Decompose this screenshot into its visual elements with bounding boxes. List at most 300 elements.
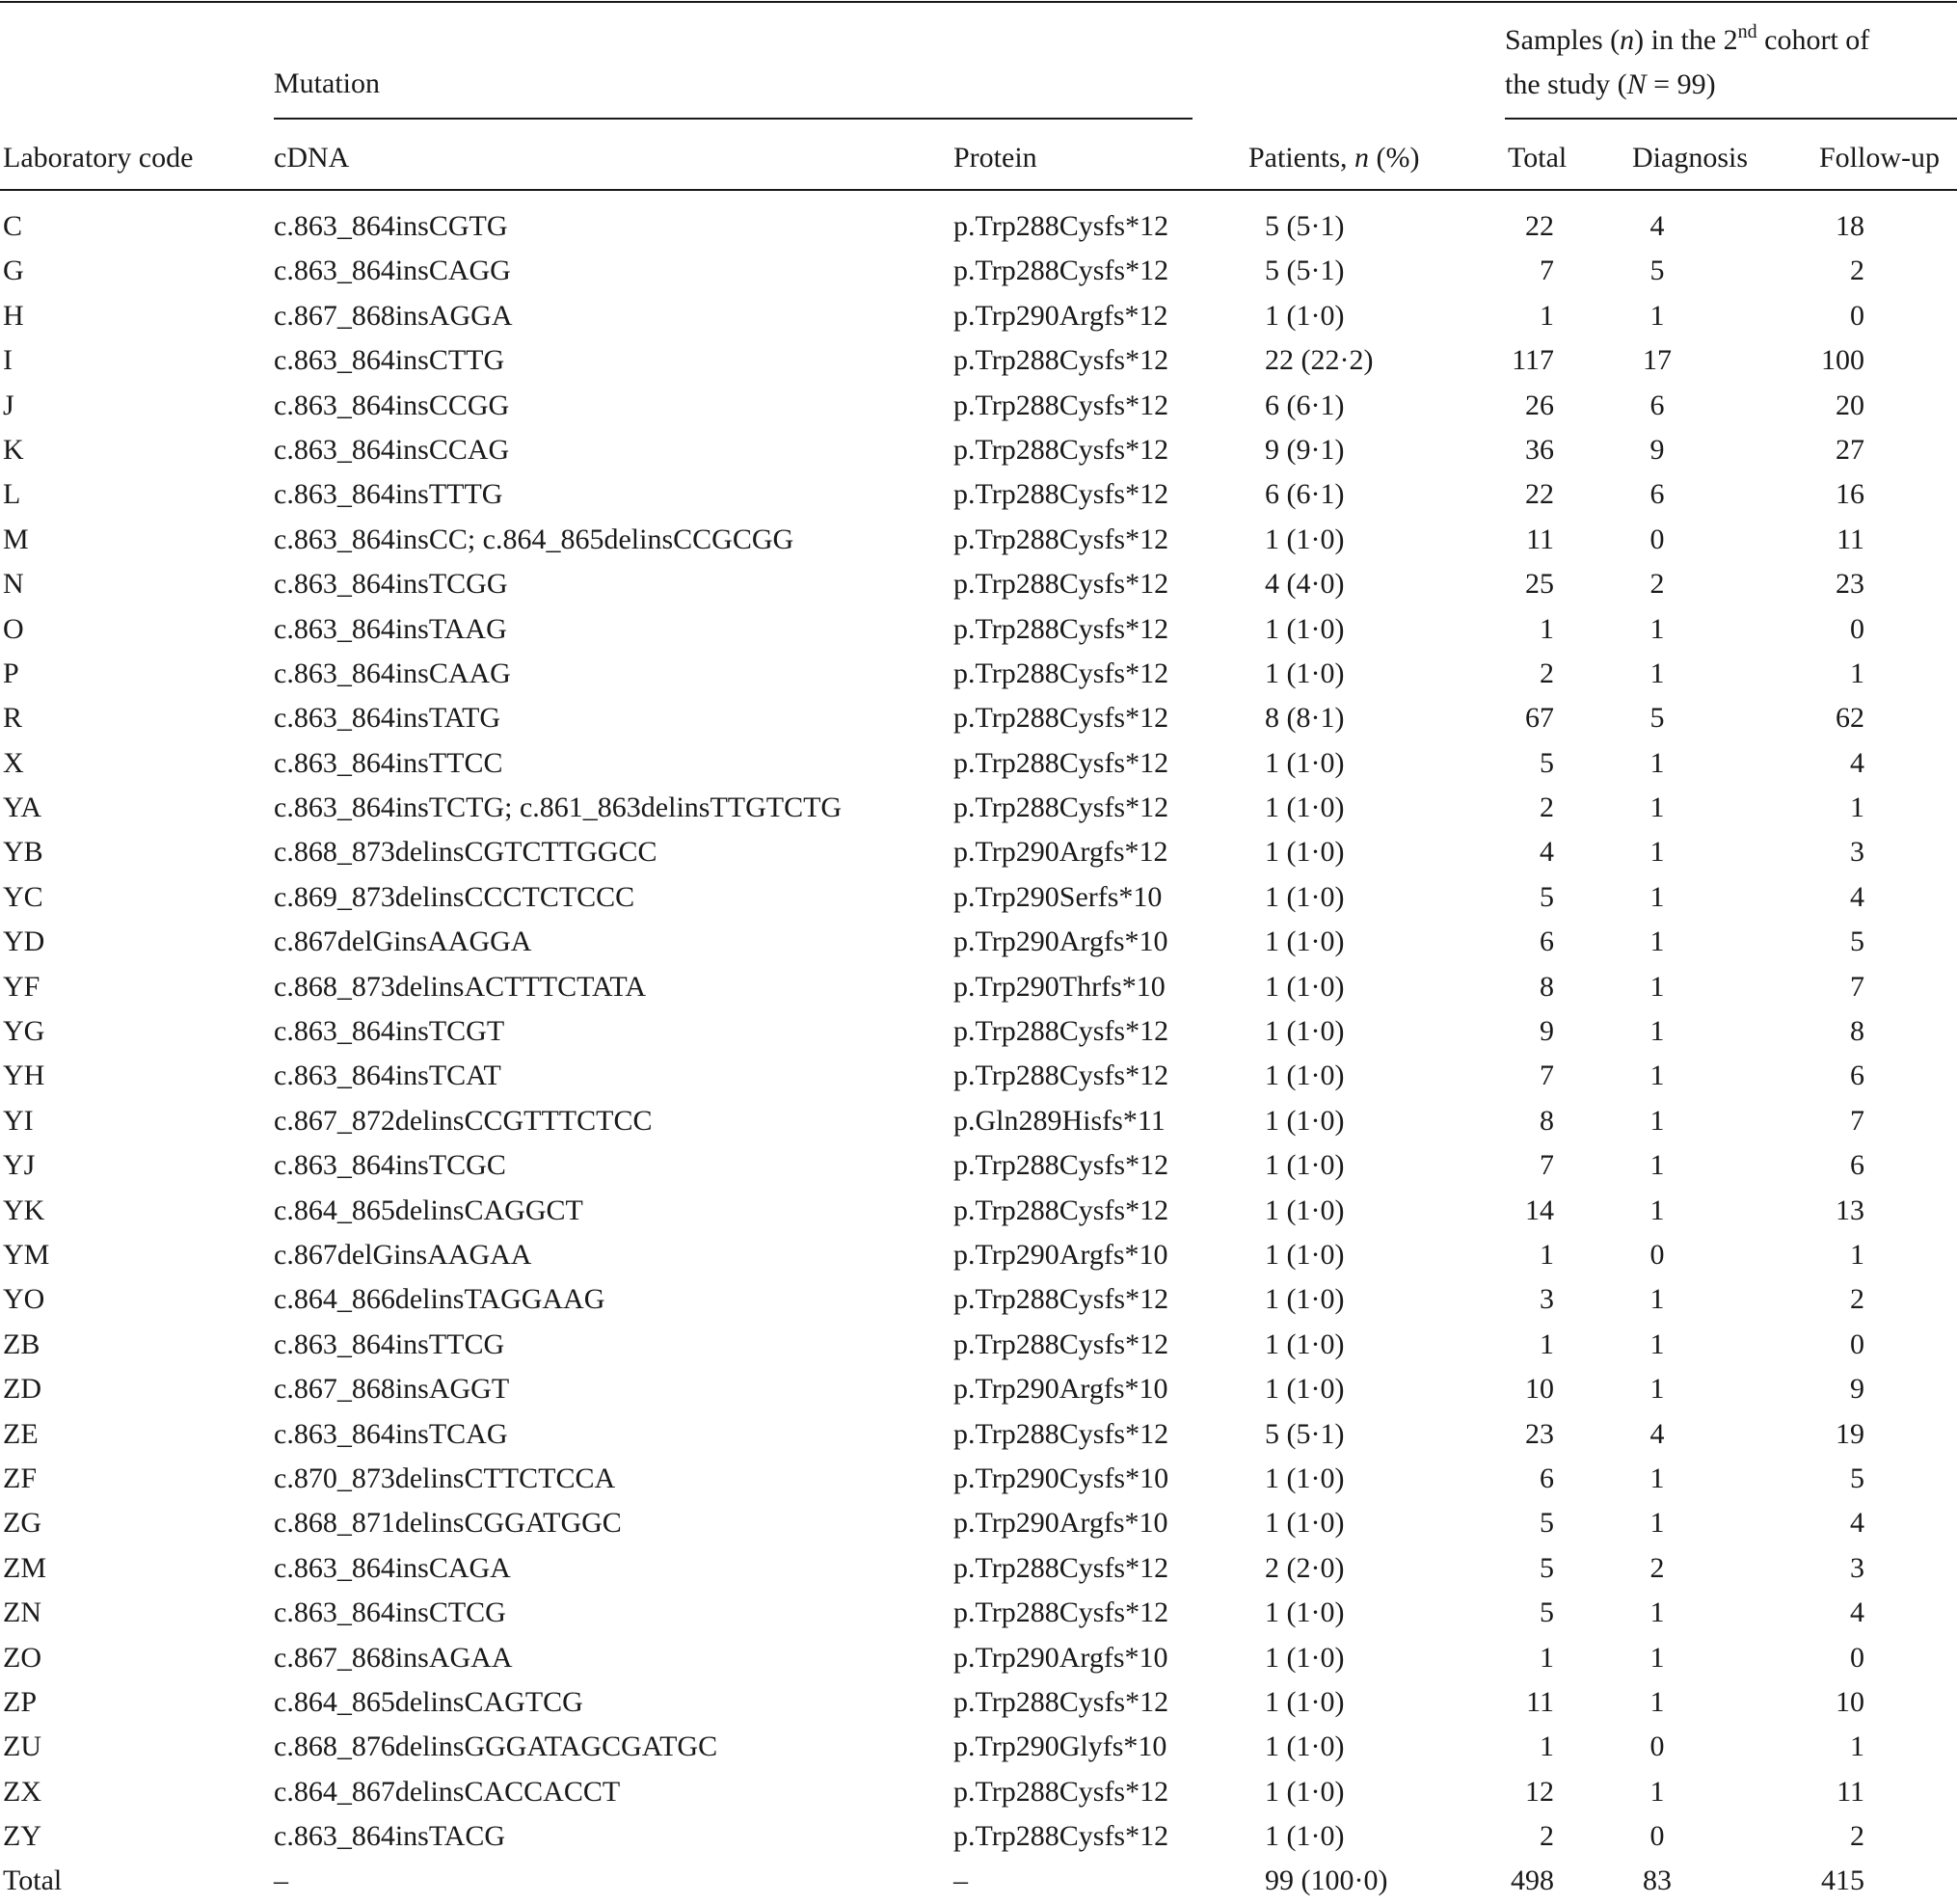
- table-row: [0, 786, 1957, 830]
- cell-laboratory-code: ZO: [3, 1641, 41, 1674]
- cell-cdna: c.868_873delinsACTTTCTATA: [274, 970, 646, 1003]
- table-body: [0, 204, 1957, 1904]
- cell-diagnosis-value: 0: [1649, 1730, 1665, 1763]
- cell-total: 5: [1540, 746, 1554, 779]
- cell-laboratory-code: ZF: [3, 1462, 38, 1494]
- cell-laboratory-code: ZY: [3, 1820, 41, 1853]
- cell-follow-up: 9: [1850, 1373, 1864, 1406]
- cell-cdna: c.869_873delinsCCCTCTCCC: [274, 880, 635, 913]
- table-row: [0, 294, 1957, 338]
- cell-patients: 5 (5·1): [1265, 255, 1345, 287]
- cell-follow-up: 4: [1850, 1507, 1864, 1540]
- header-samples-line2: [1505, 64, 1716, 106]
- cell-protein: p.Trp288Cysfs*12: [953, 523, 1169, 555]
- cell-laboratory-code: ZB: [3, 1327, 40, 1360]
- table-row: [0, 1725, 1957, 1769]
- cell-patients: 1 (1·0): [1265, 1059, 1345, 1092]
- cell-diagnosis-value: 1: [1649, 925, 1665, 958]
- cell-diagnosis-value: 17: [1643, 344, 1672, 377]
- cell-laboratory-code: L: [3, 478, 21, 511]
- cell-cdna: c.867_868insAGGT: [274, 1373, 510, 1406]
- cell-patients: 1 (1·0): [1265, 1283, 1345, 1316]
- patients-text-a: Patients,: [1248, 142, 1354, 174]
- cell-total: 7: [1540, 1059, 1554, 1092]
- cell-total: 1: [1540, 299, 1554, 332]
- table-row: [0, 518, 1957, 562]
- cell-diagnosis-value: 9: [1649, 433, 1665, 466]
- patients-text-b: (%): [1369, 142, 1420, 174]
- cell-follow-up: 23: [1836, 568, 1864, 601]
- table-row: [0, 607, 1957, 652]
- cell-protein: p.Trp290Glyfs*10: [953, 1730, 1167, 1763]
- cell-cdna: c.863_864insTCTG; c.861_863delinsTTGTCTG: [274, 791, 843, 824]
- cell-laboratory-code: YF: [3, 970, 40, 1003]
- cell-follow-up: 10: [1836, 1685, 1864, 1718]
- cell-diagnosis-value: 1: [1649, 970, 1665, 1003]
- table-top-rule: [0, 1, 1957, 3]
- cell-protein: –: [953, 1864, 968, 1897]
- cell-total: 14: [1525, 1193, 1554, 1226]
- cell-patients: 1 (1·0): [1265, 1015, 1345, 1048]
- cell-diagnosis-value: 0: [1649, 523, 1665, 555]
- cell-follow-up: 8: [1850, 1015, 1864, 1048]
- header-mutation: Mutation: [274, 67, 380, 99]
- cell-cdna: c.863_864insTTCC: [274, 746, 503, 779]
- cell-protein: p.Trp290Thrfs*10: [953, 970, 1166, 1003]
- cell-patients: 1 (1·0): [1265, 1149, 1345, 1182]
- cell-total: 2: [1540, 1820, 1554, 1853]
- cell-laboratory-code: ZP: [3, 1685, 38, 1718]
- samples-text-e: = 99): [1646, 68, 1716, 100]
- cell-laboratory-code: YG: [3, 1015, 45, 1048]
- cell-total: 1: [1540, 1641, 1554, 1674]
- cell-laboratory-code: N: [3, 568, 24, 601]
- table-row: [0, 1143, 1957, 1188]
- cell-total: 5: [1540, 1596, 1554, 1629]
- cell-follow-up: 100: [1821, 344, 1864, 377]
- cell-diagnosis-value: 1: [1649, 1507, 1665, 1540]
- cell-total: 11: [1526, 523, 1554, 555]
- header-bottom-rule: [0, 189, 1957, 191]
- cell-laboratory-code: M: [3, 523, 29, 555]
- cell-diagnosis-value: 1: [1649, 1283, 1665, 1316]
- cell-protein: p.Trp288Cysfs*12: [953, 568, 1169, 601]
- cell-diagnosis-value: 4: [1649, 1417, 1665, 1450]
- cell-follow-up: 4: [1850, 1596, 1864, 1629]
- cell-patients: 8 (8·1): [1265, 702, 1345, 735]
- cell-diagnosis-value: 83: [1643, 1864, 1672, 1897]
- cell-cdna: c.863_864insTCAG: [274, 1417, 508, 1450]
- cell-diagnosis-value: 4: [1649, 210, 1665, 242]
- table-row: [0, 1814, 1957, 1859]
- cell-cdna: c.867_868insAGGA: [274, 299, 513, 332]
- table-row: [0, 204, 1957, 249]
- cell-follow-up: 11: [1836, 1775, 1864, 1808]
- cell-total: 1: [1540, 1730, 1554, 1763]
- cell-follow-up: 3: [1850, 836, 1864, 869]
- cell-laboratory-code: I: [3, 344, 13, 377]
- cell-follow-up: 11: [1836, 523, 1864, 555]
- cell-protein: p.Trp288Cysfs*12: [953, 791, 1169, 824]
- table-row: [0, 1680, 1957, 1725]
- cell-laboratory-code: H: [3, 299, 24, 332]
- cell-patients: 1 (1·0): [1265, 1730, 1345, 1763]
- cell-patients: 1 (1·0): [1265, 1820, 1345, 1853]
- cell-cdna: c.863_864insTCGG: [274, 568, 508, 601]
- cell-cdna: c.863_864insCAGG: [274, 255, 511, 287]
- cell-total: 12: [1525, 1775, 1554, 1808]
- cell-protein: p.Trp288Cysfs*12: [953, 1059, 1169, 1092]
- cell-cdna: c.863_864insTCGT: [274, 1015, 505, 1048]
- cell-total: 1: [1540, 1327, 1554, 1360]
- header-patients: [1248, 137, 1419, 179]
- cell-follow-up: 0: [1850, 1641, 1864, 1674]
- header-samples-line1: [1505, 19, 1869, 62]
- cell-total: 8: [1540, 970, 1554, 1003]
- cell-total: 2: [1540, 657, 1554, 689]
- cell-total: 5: [1540, 1551, 1554, 1584]
- cell-total: 7: [1540, 1149, 1554, 1182]
- table-row: [0, 1323, 1957, 1367]
- cell-cdna: c.863_864insCCAG: [274, 433, 510, 466]
- cell-cdna: c.868_871delinsCGGATGGC: [274, 1507, 622, 1540]
- cell-protein: p.Trp288Cysfs*12: [953, 1551, 1169, 1584]
- table-row: [0, 1233, 1957, 1277]
- cell-laboratory-code: ZU: [3, 1730, 41, 1763]
- header-cdna: cDNA: [274, 142, 350, 174]
- cell-cdna: c.867delGinsAAGGA: [274, 925, 532, 958]
- cell-patients: 1 (1·0): [1265, 299, 1345, 332]
- cell-protein: p.Trp288Cysfs*12: [953, 210, 1169, 242]
- cell-cdna: c.868_873delinsCGTCTTGGCC: [274, 836, 657, 869]
- cell-diagnosis-value: 1: [1649, 746, 1665, 779]
- cell-diagnosis-value: 5: [1649, 255, 1665, 287]
- cell-patients: 1 (1·0): [1265, 612, 1345, 645]
- cell-patients: 1 (1·0): [1265, 1373, 1345, 1406]
- cell-protein: p.Trp290Argfs*12: [953, 836, 1168, 869]
- table-row: [0, 384, 1957, 428]
- cell-protein: p.Trp288Cysfs*12: [953, 1596, 1169, 1629]
- cell-cdna: c.863_864insTATG: [274, 702, 501, 735]
- cell-cdna: c.863_864insTTTG: [274, 478, 503, 511]
- samples-N: N: [1626, 68, 1647, 100]
- table-row: [0, 1367, 1957, 1411]
- cell-follow-up: 5: [1850, 1462, 1864, 1494]
- cell-laboratory-code: G: [3, 255, 24, 287]
- cell-protein: p.Trp288Cysfs*12: [953, 1283, 1169, 1316]
- cell-total: 5: [1540, 880, 1554, 913]
- cell-laboratory-code: ZM: [3, 1551, 46, 1584]
- cell-follow-up: 13: [1836, 1193, 1864, 1226]
- header-laboratory-code: Laboratory code: [3, 142, 194, 174]
- cell-diagnosis-value: 2: [1649, 1551, 1665, 1584]
- cell-laboratory-code: K: [3, 433, 24, 466]
- cell-patients: 1 (1·0): [1265, 1641, 1345, 1674]
- cell-patients: 1 (1·0): [1265, 1775, 1345, 1808]
- table-row: [0, 1501, 1957, 1545]
- cell-follow-up: 2: [1850, 255, 1864, 287]
- cell-patients: 1 (1·0): [1265, 1327, 1345, 1360]
- cell-diagnosis-value: 5: [1649, 702, 1665, 735]
- cell-patients: 1 (1·0): [1265, 880, 1345, 913]
- table-row: [0, 1277, 1957, 1322]
- cell-patients: 2 (2·0): [1265, 1551, 1345, 1584]
- cell-follow-up: 4: [1850, 746, 1864, 779]
- cell-cdna: c.863_864insCC; c.864_865delinsCCGCGG: [274, 523, 794, 555]
- header-diagnosis: Diagnosis: [1632, 142, 1748, 174]
- cell-cdna: c.863_864insTCAT: [274, 1059, 501, 1092]
- cell-laboratory-code: YM: [3, 1238, 50, 1271]
- cell-protein: p.Trp288Cysfs*12: [953, 255, 1169, 287]
- table-row: [0, 338, 1957, 383]
- cell-follow-up: 7: [1850, 1104, 1864, 1137]
- cell-diagnosis-value: 1: [1649, 1462, 1665, 1494]
- table-row: [0, 1636, 1957, 1680]
- cell-protein: p.Trp288Cysfs*12: [953, 612, 1169, 645]
- cell-total: 1: [1540, 1238, 1554, 1271]
- cell-diagnosis-value: 1: [1649, 1059, 1665, 1092]
- cell-patients: 5 (5·1): [1265, 210, 1345, 242]
- cell-cdna: c.863_864insCAAG: [274, 657, 511, 689]
- cell-laboratory-code: YK: [3, 1193, 45, 1226]
- table-row: [0, 965, 1957, 1009]
- cell-total: 117: [1512, 344, 1554, 377]
- cell-patients: 22 (22·2): [1265, 344, 1374, 377]
- cell-protein: p.Trp288Cysfs*12: [953, 1417, 1169, 1450]
- cell-total: 498: [1511, 1864, 1554, 1897]
- samples-text-a: Samples (: [1505, 24, 1621, 56]
- cell-patients: 6 (6·1): [1265, 478, 1345, 511]
- cell-cdna: c.867_872delinsCCGTTTCTCC: [274, 1104, 653, 1137]
- cell-diagnosis-value: 1: [1649, 1193, 1665, 1226]
- table-row: [0, 1009, 1957, 1054]
- cell-total: 23: [1525, 1417, 1554, 1450]
- cell-diagnosis-value: 1: [1649, 1775, 1665, 1808]
- cell-protein: p.Trp290Cysfs*10: [953, 1462, 1169, 1494]
- table-row: [0, 696, 1957, 740]
- cell-laboratory-code: YH: [3, 1059, 45, 1092]
- cell-cdna: c.864_866delinsTAGGAAG: [274, 1283, 605, 1316]
- cell-cdna: c.864_867delinsCACCACCT: [274, 1775, 621, 1808]
- cell-cdna: c.870_873delinsCTTCTCCA: [274, 1462, 616, 1494]
- cell-protein: p.Trp290Argfs*10: [953, 1641, 1168, 1674]
- cell-total: 5: [1540, 1507, 1554, 1540]
- cell-diagnosis-value: 1: [1649, 657, 1665, 689]
- cell-patients: 1 (1·0): [1265, 1104, 1345, 1137]
- cell-protein: p.Trp288Cysfs*12: [953, 1820, 1169, 1853]
- cell-total: 26: [1525, 389, 1554, 421]
- cell-follow-up: 1: [1850, 657, 1864, 689]
- cell-cdna: c.863_864insTAAG: [274, 612, 507, 645]
- cell-diagnosis-value: 1: [1649, 791, 1665, 824]
- cell-protein: p.Trp288Cysfs*12: [953, 389, 1169, 421]
- cell-laboratory-code: YC: [3, 880, 43, 913]
- cell-patients: 6 (6·1): [1265, 389, 1345, 421]
- cell-cdna: c.863_864insCCGG: [274, 389, 510, 421]
- cell-protein: p.Trp288Cysfs*12: [953, 344, 1169, 377]
- cell-follow-up: 0: [1850, 299, 1864, 332]
- cell-protein: p.Trp290Argfs*12: [953, 299, 1168, 332]
- cell-diagnosis-value: 2: [1649, 568, 1665, 601]
- table-row: [0, 1412, 1957, 1457]
- cell-protein: p.Trp288Cysfs*12: [953, 433, 1169, 466]
- header-follow-up: Follow-up: [1819, 142, 1941, 174]
- cell-total: 67: [1525, 702, 1554, 735]
- cell-follow-up: 415: [1821, 1864, 1864, 1897]
- cell-follow-up: 2: [1850, 1820, 1864, 1853]
- cell-patients: 1 (1·0): [1265, 657, 1345, 689]
- cell-laboratory-code: YJ: [3, 1149, 36, 1182]
- cell-total: 22: [1525, 210, 1554, 242]
- cell-laboratory-code: C: [3, 210, 23, 242]
- cell-laboratory-code: YD: [3, 925, 45, 958]
- cell-patients: 5 (5·1): [1265, 1417, 1345, 1450]
- cell-follow-up: 62: [1836, 702, 1864, 735]
- cell-patients: 1 (1·0): [1265, 1685, 1345, 1718]
- cell-total: 7: [1540, 255, 1554, 287]
- cell-protein: p.Trp288Cysfs*12: [953, 1327, 1169, 1360]
- cell-follow-up: 0: [1850, 612, 1864, 645]
- cell-patients: 1 (1·0): [1265, 746, 1345, 779]
- table-row: [0, 1770, 1957, 1814]
- cell-cdna: c.863_864insCAGA: [274, 1551, 511, 1584]
- cell-follow-up: 0: [1850, 1327, 1864, 1360]
- cell-protein: p.Trp288Cysfs*12: [953, 702, 1169, 735]
- cell-patients: 1 (1·0): [1265, 1596, 1345, 1629]
- cell-protein: p.Gln289Hisfs*11: [953, 1104, 1166, 1137]
- table-row: [0, 652, 1957, 696]
- cell-diagnosis-value: 1: [1649, 612, 1665, 645]
- cell-cdna: c.864_865delinsCAGGCT: [274, 1193, 583, 1226]
- cell-diagnosis-value: 1: [1649, 299, 1665, 332]
- cell-diagnosis-value: 1: [1649, 880, 1665, 913]
- cell-diagnosis-value: 1: [1649, 1104, 1665, 1137]
- table-row: [0, 249, 1957, 293]
- table-row: [0, 1189, 1957, 1233]
- cell-follow-up: 27: [1836, 433, 1864, 466]
- header-protein: Protein: [953, 142, 1037, 174]
- cell-follow-up: 18: [1836, 210, 1864, 242]
- cell-protein: p.Trp290Argfs*10: [953, 925, 1168, 958]
- cell-diagnosis-value: 1: [1649, 1149, 1665, 1182]
- cell-diagnosis-value: 6: [1649, 478, 1665, 511]
- cell-cdna: c.863_864insTACG: [274, 1820, 506, 1853]
- cell-diagnosis-value: 1: [1649, 1596, 1665, 1629]
- cell-follow-up: 20: [1836, 389, 1864, 421]
- table-row: [0, 1546, 1957, 1591]
- table-row: [0, 1457, 1957, 1501]
- cell-diagnosis-value: 6: [1649, 389, 1665, 421]
- cell-diagnosis-value: 0: [1649, 1238, 1665, 1271]
- cell-cdna: –: [274, 1864, 288, 1897]
- header-total: Total: [1508, 142, 1568, 174]
- cell-patients: 1 (1·0): [1265, 1193, 1345, 1226]
- cell-protein: p.Trp288Cysfs*12: [953, 1775, 1169, 1808]
- cell-total: 4: [1540, 836, 1554, 869]
- cell-patients: 9 (9·1): [1265, 433, 1345, 466]
- cell-protein: p.Trp288Cysfs*12: [953, 1685, 1169, 1718]
- cell-cdna: c.867_868insAGAA: [274, 1641, 513, 1674]
- cell-diagnosis-value: 1: [1649, 1373, 1665, 1406]
- table-row: [0, 830, 1957, 874]
- cell-follow-up: 1: [1850, 791, 1864, 824]
- cell-follow-up: 6: [1850, 1149, 1864, 1182]
- cell-protein: p.Trp290Serfs*10: [953, 880, 1163, 913]
- cell-cdna: c.863_864insTTCG: [274, 1327, 505, 1360]
- cell-patients: 1 (1·0): [1265, 836, 1345, 869]
- cell-patients: 1 (1·0): [1265, 1507, 1345, 1540]
- cell-laboratory-code: Total: [3, 1864, 63, 1897]
- cell-follow-up: 1: [1850, 1730, 1864, 1763]
- cell-total: 6: [1540, 1462, 1554, 1494]
- cell-follow-up: 4: [1850, 880, 1864, 913]
- cell-total: 6: [1540, 925, 1554, 958]
- cell-cdna: c.863_864insCTCG: [274, 1596, 506, 1629]
- cell-protein: p.Trp288Cysfs*12: [953, 657, 1169, 689]
- cell-protein: p.Trp288Cysfs*12: [953, 1149, 1169, 1182]
- cell-total: 1: [1540, 612, 1554, 645]
- cell-follow-up: 6: [1850, 1059, 1864, 1092]
- cell-patients: 1 (1·0): [1265, 1462, 1345, 1494]
- cell-laboratory-code: R: [3, 702, 23, 735]
- cell-total: 9: [1540, 1015, 1554, 1048]
- cell-total: 36: [1525, 433, 1554, 466]
- samples-span-rule: [1505, 118, 1957, 120]
- table-row: [0, 1859, 1957, 1903]
- table-row: [0, 1054, 1957, 1098]
- samples-sup: nd: [1737, 21, 1757, 42]
- cell-follow-up: 1: [1850, 1238, 1864, 1271]
- cell-diagnosis-value: 1: [1649, 1685, 1665, 1718]
- cell-diagnosis-value: 1: [1649, 1327, 1665, 1360]
- table-row: [0, 428, 1957, 472]
- table-row: [0, 562, 1957, 606]
- table-row: [0, 875, 1957, 920]
- cell-laboratory-code: YI: [3, 1104, 34, 1137]
- cell-laboratory-code: YB: [3, 836, 43, 869]
- cell-diagnosis-value: 1: [1649, 836, 1665, 869]
- cell-laboratory-code: ZX: [3, 1775, 41, 1808]
- patients-n: n: [1354, 142, 1369, 174]
- cell-laboratory-code: ZN: [3, 1596, 41, 1629]
- cell-laboratory-code: J: [3, 389, 14, 421]
- samples-text-c: cohort of: [1756, 24, 1870, 56]
- cell-protein: p.Trp290Argfs*10: [953, 1238, 1168, 1271]
- cell-cdna: c.863_864insCTTG: [274, 344, 505, 377]
- cell-follow-up: 7: [1850, 970, 1864, 1003]
- cell-follow-up: 2: [1850, 1283, 1864, 1316]
- cell-follow-up: 19: [1836, 1417, 1864, 1450]
- cell-laboratory-code: P: [3, 657, 19, 689]
- cell-protein: p.Trp288Cysfs*12: [953, 1193, 1169, 1226]
- cell-protein: p.Trp288Cysfs*12: [953, 478, 1169, 511]
- cell-laboratory-code: YO: [3, 1283, 45, 1316]
- cell-laboratory-code: O: [3, 612, 24, 645]
- cell-diagnosis-value: 1: [1649, 1641, 1665, 1674]
- cell-total: 8: [1540, 1104, 1554, 1137]
- cell-patients: 1 (1·0): [1265, 1238, 1345, 1271]
- cell-cdna: c.863_864insCGTG: [274, 210, 508, 242]
- table-row: [0, 920, 1957, 964]
- cell-protein: p.Trp290Argfs*10: [953, 1507, 1168, 1540]
- cell-total: 10: [1525, 1373, 1554, 1406]
- cell-follow-up: 3: [1850, 1551, 1864, 1584]
- cell-protein: p.Trp290Argfs*10: [953, 1373, 1168, 1406]
- cell-laboratory-code: ZE: [3, 1417, 39, 1450]
- cell-patients: 99 (100·0): [1265, 1864, 1388, 1897]
- cell-diagnosis-value: 1: [1649, 1015, 1665, 1048]
- cell-diagnosis-value: 0: [1649, 1820, 1665, 1853]
